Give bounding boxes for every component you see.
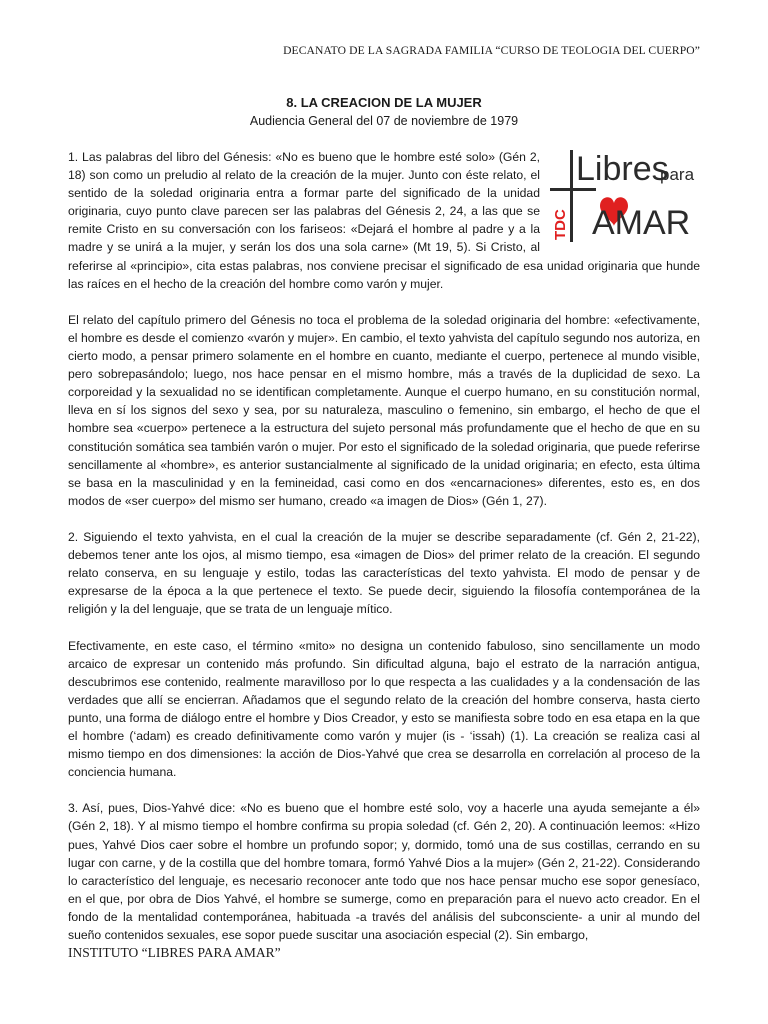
libres-para-amar-logo (548, 148, 700, 244)
paragraph-1: 1. Las palabras del libro del Génesis: «No es bueno que le hombre esté solo» (Gén 2, 18) son como un preludio al relato de la creación de la mujer. Junto con éste relato, el sentido de la soledad originaria entra a formar parte del significado de la unidad originaria, cuyo punto clave parecen ser las palabras del Génesis 2, 24, a las que se remite Cristo en su conversación con los fariseos: «Dejará el hombre al padre y a la madre y se unirá a la mujer, y serán los dos una sola carne» (Mt 19, 5). Si Cristo, al referirse al «principio», cita estas palabras, nos conviene precisar el significado de esa unidad originaria que hunde las raíces en el hecho de la creación del hombre como varón y mujer. (68, 150, 700, 291)
document-body (68, 148, 700, 962)
page-footer: INSTITUTO “LIBRES PARA AMAR” (68, 945, 281, 960)
paragraph-2: El relato del capítulo primero del Génesis no toca el problema de la soledad originaria del hombre: «efectivamente, el hombre es desde el comienzo «varón y mujer». En cambio, el texto yahvista del capítulo segundo nos autoriza, en cierto modo, a pensar primero solamente en el hombre en cuanto, mediante el cuerpo, pertenece al mundo visible, pero sobrepasándolo; luego, nos hace pensar en el mismo hombre, más a través de la duplicidad de sexo. La corporeidad y la sexualidad no se identifican completamente. Aunque el cuerpo humano, en su constitución normal, lleva en sí los signos del sexo y sea, por su naturaleza, masculino o femenino, sin embargo, el hecho de que el hombre sea «cuerpo» pertenece a la estructura del sujeto personal más profundamente que el hecho de que en su constitución somática sea también varón o mujer. Por esto el significado de la soledad originaria, que puede referirse sencillamente al «hombre», es anterior sustancialmente al significado de la unidad originaria; en efecto, esta última se basa en la masculinidad y en la femineidad, casi como en dos «encarnaciones» diferentes, esto es, en dos modos de «ser cuerpo» del mismo ser humano, creado «a imagen de Dios» (Gén 1, 27). (68, 312, 700, 508)
document-title: 8. LA CREACION DE LA MUJER (286, 95, 482, 110)
paragraph-4: Efectivamente, en este caso, el término «mito» no designa un contenido fabuloso, sino sencillamente un modo arcaico de expresar un contenido más profundo. Sin dificultad alguna, bajo el estrato de la narración antigua, descubrimos ese contenido, realmente maravilloso por lo que respecta a las cualidades y a la condensación de las verdades que allí se encierran. Añadamos que el segundo relato de la creación del hombre conserva, hasta cierto punto, una forma de diálogo entre el hombre y Dios Creador, y esto se manifiesta sobre todo en esa etapa en la que el hombre (‘adam) es creado definitivamente como varón y mujer (is - ‘issah) (1). La creación se realiza casi al mismo tiempo en dos dimensiones: la acción de Dios-Yahvé que crea se desarrolla en correlación al proceso de la conciencia humana. (68, 638, 700, 780)
paragraph-5: 3. Así, pues, Dios-Yahvé dice: «No es bueno que el hombre esté solo, voy a hacerle una ayuda semejante a él» (Gén 2, 18). Y al mismo tiempo el hombre confirma su propia soledad (cf. Gén 2, 20). A continuación leemos: «Hizo pues, Yahvé Dios caer sobre el hombre un profundo sopor; y, dormido, tomó una de sus costillas, cerrando en su lugar con carne, y de la costilla que del hombre tomara, formó Yahvé Dios a la mujer» (Gén 2, 21-22). Considerando lo característico del lenguaje, es necesario reconocer ante todo que nos hace pensar mucho ese sopor genesíaco, en el que, por obra de Dios Yahvé, el hombre se sumerge, como en preparación para el nuevo acto creador. En el fondo de la mentalidad contemporánea, habituada -a través del análisis del subconsciente- a unir al mundo del sueño contenidos sexuales, ese sopor puede suscitar una asociación especial (2). Sin embargo, (68, 801, 700, 943)
paragraph-3: 2. Siguiendo el texto yahvista, en el cual la creación de la mujer se describe separadamente (cf. Gén 2, 21-22), debemos tener ante los ojos, al mismo tiempo, esa «imagen de Dios» del primer relato de la creación. El segundo relato conserva, en su lenguaje y estilo, todas las características del texto yahvista. El modo de pensar y de expresarse de la época a la que pertenece el texto. Se puede decir, siguiendo la filosofía contemporánea de la religión y la del lenguaje, que se trata de un lenguaje mítico. (68, 529, 700, 617)
logo-vertical-tdc: TDC (552, 209, 569, 240)
logo-word-libres: Libres (576, 150, 669, 188)
page-header: DECANATO DE LA SAGRADA FAMILIA “CURSO DE TEOLOGIA DEL CUERPO” (283, 44, 700, 57)
document-subtitle: Audiencia General del 07 de noviembre de 1979 (249, 114, 519, 128)
logo-word-amar: AMAR (592, 204, 691, 242)
logo-cross-vertical (570, 150, 573, 242)
logo-cross-horizontal (550, 188, 596, 191)
logo-word-para: para (660, 165, 695, 184)
